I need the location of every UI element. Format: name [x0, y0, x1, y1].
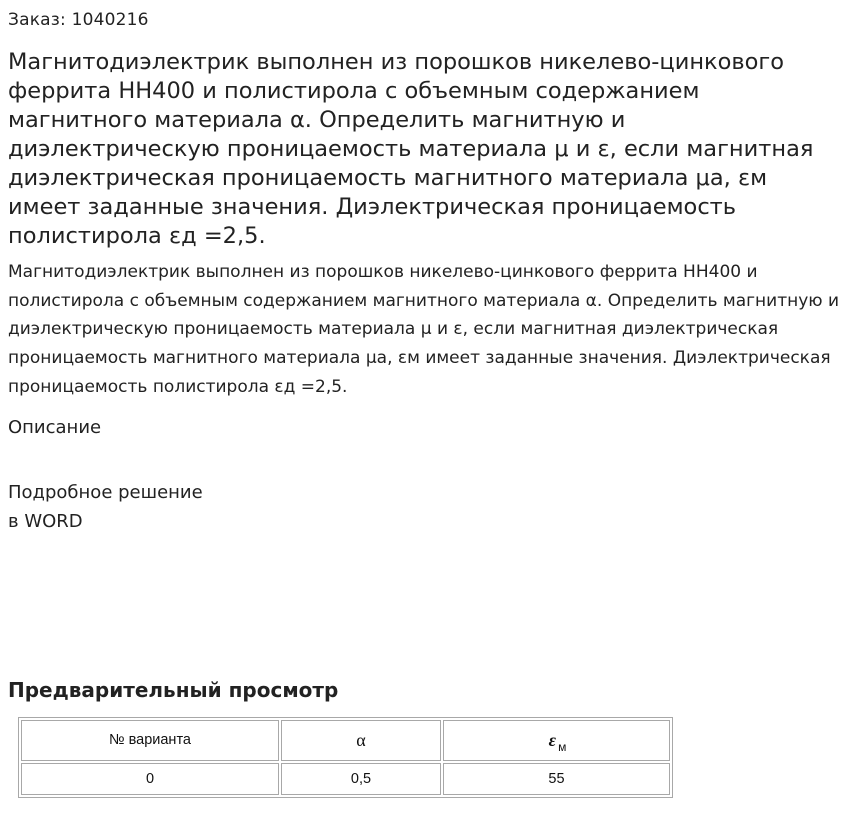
solution-line-1: Подробное решение — [8, 482, 203, 503]
variant-table — [18, 717, 673, 798]
table-header-row — [21, 720, 670, 761]
cell-alpha: 0,5 — [281, 763, 441, 795]
description-label: Описание — [8, 417, 102, 438]
description-text: Магнитодиэлектрик выполнен из порошков никелево-цинкового феррита НН400 и полистирола с объемным содержанием магнитного материала α. Определить магнитную и диэлектрическую проницаемость материала μ и ε, если магнитная диэлектрическая проницаемость магнитного материала μа, εм имеет заданные значения. Диэлектрическая проницаемость полистирола εд =2,5. — [8, 262, 840, 397]
preview-title: Предварительный просмотр — [8, 678, 339, 702]
table-row — [21, 763, 670, 795]
epsilon-symbol: ε — [548, 729, 557, 750]
epsilon-subscript: м — [558, 739, 567, 754]
page-title: Магнитодиэлектрик выполнен из порошков никелево-цинкового феррита НН400 и полистирола с объемным содержанием магнитного материала α. Определить магнитную и диэлектрическую проницаемость материала μ и ε, если магнитная диэлектрическая проницаемость магнитного материала μа, εм имеет заданные значения. Диэлектрическая проницаемость полистирола εд =2,5. — [8, 49, 814, 249]
preview-image — [18, 717, 673, 798]
alpha-symbol: α — [356, 729, 366, 750]
header-variant: № варианта — [21, 720, 279, 761]
header-alpha — [281, 720, 441, 761]
header-eps — [443, 720, 670, 761]
order-number: Заказ: 1040216 — [8, 10, 149, 30]
solution-line-2: в WORD — [8, 511, 83, 532]
solution-note — [8, 478, 203, 536]
cell-variant: 0 — [21, 763, 279, 795]
cell-eps: 55 — [443, 763, 670, 795]
